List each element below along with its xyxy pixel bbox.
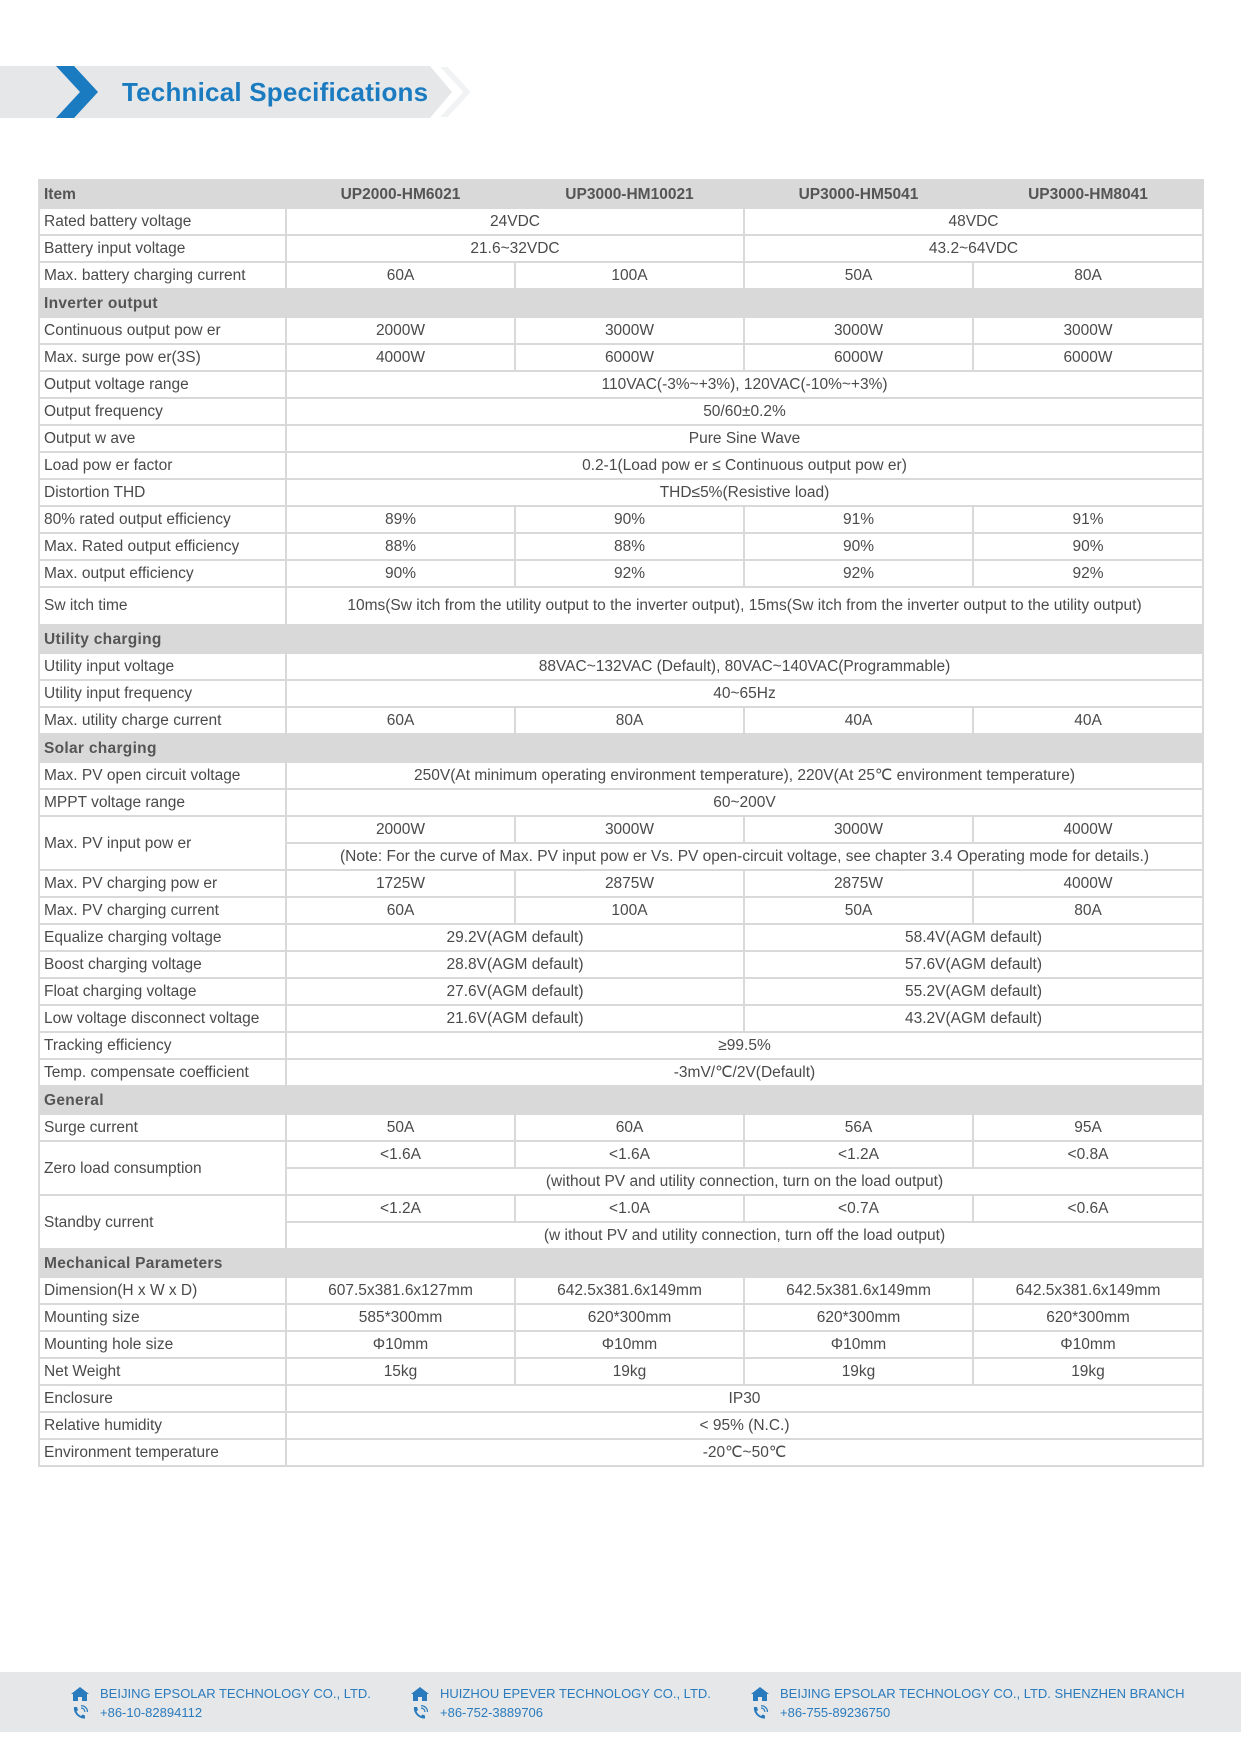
chevron-outline-icon [438, 66, 478, 118]
table-row [39, 1277, 1203, 1304]
row-label: 80% rated output efficiency [39, 506, 286, 533]
table-row [39, 1385, 1203, 1412]
row-value: 250V(At minimum operating environment temperature), 220V(At 25℃ environment temperature) [286, 762, 1203, 789]
row-value: 92% [515, 560, 744, 587]
table-row [39, 1114, 1203, 1141]
row-value-48v: 55.2V(AGM default) [744, 978, 1203, 1005]
row-label: Distortion THD [39, 479, 286, 506]
table-row [39, 1005, 1203, 1032]
page-title: Technical Specifications [122, 77, 429, 107]
row-value: 3000W [515, 317, 744, 344]
row-value: 642.5x381.6x149mm [515, 1277, 744, 1304]
row-value: 95A [973, 1114, 1203, 1141]
table-row [39, 870, 1203, 897]
row-value: <1.2A [286, 1195, 515, 1222]
row-value: Φ10mm [286, 1331, 515, 1358]
phone-icon [750, 1705, 770, 1721]
row-value: -20℃~50℃ [286, 1439, 1203, 1466]
row-label: Output voltage range [39, 371, 286, 398]
table-row [39, 1358, 1203, 1385]
row-value-24v: 21.6~32VDC [286, 235, 744, 262]
row-value: 50A [744, 262, 973, 289]
row-label: Tracking efficiency [39, 1032, 286, 1059]
row-value: IP30 [286, 1385, 1203, 1412]
row-value: Φ10mm [515, 1331, 744, 1358]
row-value: 19kg [973, 1358, 1203, 1385]
row-value: 40A [744, 707, 973, 734]
section-title: Solar charging [39, 734, 1203, 762]
row-note: (without PV and utility connection, turn on the load output) [286, 1168, 1203, 1195]
table-row [39, 533, 1203, 560]
table-row [39, 951, 1203, 978]
section-title: General [39, 1086, 1203, 1114]
table-section-header [39, 1249, 1203, 1277]
row-value: 3000W [515, 816, 744, 843]
table-row [39, 425, 1203, 452]
row-value: Φ10mm [973, 1331, 1203, 1358]
row-value: THD≤5%(Resistive load) [286, 479, 1203, 506]
row-value: <0.6A [973, 1195, 1203, 1222]
row-value: 2875W [744, 870, 973, 897]
table-row [39, 816, 1203, 843]
row-value: 50/60±0.2% [286, 398, 1203, 425]
row-label: Dimension(H x W x D) [39, 1277, 286, 1304]
table-row [39, 1331, 1203, 1358]
row-value: 60A [286, 897, 515, 924]
row-label: Low voltage disconnect voltage [39, 1005, 286, 1032]
home-icon [410, 1686, 430, 1702]
row-value-48v: 57.6V(AGM default) [744, 951, 1203, 978]
row-label: Utility input frequency [39, 680, 286, 707]
table-row [39, 235, 1203, 262]
row-value: 50A [286, 1114, 515, 1141]
row-value: 90% [744, 533, 973, 560]
table-row [39, 344, 1203, 371]
table-row [39, 978, 1203, 1005]
footer-contact [750, 1684, 1185, 1722]
table-row [39, 1439, 1203, 1466]
row-value: 56A [744, 1114, 973, 1141]
section-title: Inverter output [39, 289, 1203, 317]
table-row [39, 317, 1203, 344]
footer-company: BEIJING EPSOLAR TECHNOLOGY CO., LTD. [100, 1686, 371, 1701]
row-label: MPPT voltage range [39, 789, 286, 816]
row-value: 110VAC(-3%~+3%), 120VAC(-10%~+3%) [286, 371, 1203, 398]
row-value: 90% [515, 506, 744, 533]
row-label: Boost charging voltage [39, 951, 286, 978]
table-row [39, 398, 1203, 425]
row-value: 6000W [515, 344, 744, 371]
row-value-48v: 43.2~64VDC [744, 235, 1203, 262]
row-value: 2000W [286, 816, 515, 843]
row-value: Φ10mm [744, 1331, 973, 1358]
table-row [39, 560, 1203, 587]
spec-table [38, 179, 1204, 1467]
footer [0, 1672, 1241, 1732]
row-value: < 95% (N.C.) [286, 1412, 1203, 1439]
phone-icon [70, 1705, 90, 1721]
row-value: <1.0A [515, 1195, 744, 1222]
table-row [39, 208, 1203, 235]
table-row [39, 1304, 1203, 1331]
row-value: 620*300mm [973, 1304, 1203, 1331]
row-label: Equalize charging voltage [39, 924, 286, 951]
row-label: Net Weight [39, 1358, 286, 1385]
section-title: Utility charging [39, 625, 1203, 653]
row-note: (Note: For the curve of Max. PV input pow er Vs. PV open-circuit voltage, see chapter 3.4 Operating mode for details.) [286, 843, 1203, 870]
table-row [39, 924, 1203, 951]
table-row [39, 1059, 1203, 1086]
phone-icon [410, 1705, 430, 1721]
table-row [39, 1032, 1203, 1059]
table-row [39, 452, 1203, 479]
row-value: 620*300mm [744, 1304, 973, 1331]
row-label: Standby current [39, 1195, 286, 1249]
row-value: ≥99.5% [286, 1032, 1203, 1059]
row-value: <1.6A [515, 1141, 744, 1168]
table-row [39, 789, 1203, 816]
table-row [39, 1412, 1203, 1439]
row-value: 90% [286, 560, 515, 587]
row-value: 92% [744, 560, 973, 587]
row-value: 88VAC~132VAC (Default), 80VAC~140VAC(Programmable) [286, 653, 1203, 680]
column-header-model: UP2000-HM6021 [286, 180, 515, 208]
row-value-48v: 58.4V(AGM default) [744, 924, 1203, 951]
home-icon [70, 1686, 90, 1702]
row-label: Max. PV input pow er [39, 816, 286, 870]
row-value: 3000W [973, 317, 1203, 344]
row-value: 15kg [286, 1358, 515, 1385]
row-value: 40A [973, 707, 1203, 734]
row-label: Mounting size [39, 1304, 286, 1331]
row-value: 10ms(Sw itch from the utility output to the inverter output), 15ms(Sw itch from the inverter output to the utility output) [286, 587, 1203, 625]
row-value-24v: 27.6V(AGM default) [286, 978, 744, 1005]
row-value: 40~65Hz [286, 680, 1203, 707]
row-label: Max. surge pow er(3S) [39, 344, 286, 371]
column-header-model: UP3000-HM8041 [973, 180, 1203, 208]
row-value: 91% [744, 506, 973, 533]
table-row [39, 707, 1203, 734]
table-row [39, 653, 1203, 680]
row-value: 642.5x381.6x149mm [744, 1277, 973, 1304]
column-header-model: UP3000-HM5041 [744, 180, 973, 208]
row-label: Max. output efficiency [39, 560, 286, 587]
row-value: 80A [973, 262, 1203, 289]
row-value: 2875W [515, 870, 744, 897]
row-value: 60A [286, 262, 515, 289]
table-row [39, 1141, 1203, 1168]
row-value: 88% [286, 533, 515, 560]
row-value: 6000W [744, 344, 973, 371]
row-label: Relative humidity [39, 1412, 286, 1439]
table-row [39, 587, 1203, 625]
row-value-24v: 28.8V(AGM default) [286, 951, 744, 978]
row-value: 80A [973, 897, 1203, 924]
row-label: Enclosure [39, 1385, 286, 1412]
column-header-item: Item [39, 180, 286, 208]
row-label: Utility input voltage [39, 653, 286, 680]
row-value: 80A [515, 707, 744, 734]
row-value: 2000W [286, 317, 515, 344]
home-icon [750, 1686, 770, 1702]
row-value: 19kg [515, 1358, 744, 1385]
table-row [39, 479, 1203, 506]
row-value: 19kg [744, 1358, 973, 1385]
row-value-48v: 48VDC [744, 208, 1203, 235]
row-value: 4000W [286, 344, 515, 371]
row-value: 60A [515, 1114, 744, 1141]
row-value: 620*300mm [515, 1304, 744, 1331]
row-value: 100A [515, 897, 744, 924]
footer-company: BEIJING EPSOLAR TECHNOLOGY CO., LTD. SHENZHEN BRANCH [780, 1686, 1185, 1701]
row-value: 100A [515, 262, 744, 289]
row-value: 6000W [973, 344, 1203, 371]
row-label: Output w ave [39, 425, 286, 452]
table-row [39, 897, 1203, 924]
row-label: Zero load consumption [39, 1141, 286, 1195]
row-label: Max. utility charge current [39, 707, 286, 734]
row-value: 3000W [744, 317, 973, 344]
column-header-model: UP3000-HM10021 [515, 180, 744, 208]
table-row [39, 680, 1203, 707]
row-value: 642.5x381.6x149mm [973, 1277, 1203, 1304]
section-banner [0, 66, 470, 118]
footer-contact [410, 1684, 711, 1722]
row-label: Continuous output pow er [39, 317, 286, 344]
row-value: 4000W [973, 870, 1203, 897]
table-section-header [39, 1086, 1203, 1114]
footer-phone: +86-10-82894112 [100, 1705, 203, 1720]
table-row [39, 506, 1203, 533]
row-label: Max. PV charging pow er [39, 870, 286, 897]
row-value: 607.5x381.6x127mm [286, 1277, 515, 1304]
row-label: Max. Rated output efficiency [39, 533, 286, 560]
footer-contact [70, 1684, 371, 1722]
row-value: 60~200V [286, 789, 1203, 816]
row-value: Pure Sine Wave [286, 425, 1203, 452]
row-value: <0.8A [973, 1141, 1203, 1168]
table-row [39, 762, 1203, 789]
row-value: 90% [973, 533, 1203, 560]
row-label: Temp. compensate coefficient [39, 1059, 286, 1086]
row-value: <1.2A [744, 1141, 973, 1168]
table-section-header [39, 734, 1203, 762]
row-value: 88% [515, 533, 744, 560]
row-label: Battery input voltage [39, 235, 286, 262]
row-value: -3mV/℃/2V(Default) [286, 1059, 1203, 1086]
row-label: Load pow er factor [39, 452, 286, 479]
row-value: 3000W [744, 816, 973, 843]
row-value: 585*300mm [286, 1304, 515, 1331]
row-label: Max. battery charging current [39, 262, 286, 289]
row-value: <0.7A [744, 1195, 973, 1222]
row-value: 89% [286, 506, 515, 533]
table-row [39, 371, 1203, 398]
row-label: Float charging voltage [39, 978, 286, 1005]
row-value: 91% [973, 506, 1203, 533]
table-section-header [39, 289, 1203, 317]
row-label: Sw itch time [39, 587, 286, 625]
row-note: (w ithout PV and utility connection, turn off the load output) [286, 1222, 1203, 1249]
footer-company: HUIZHOU EPEVER TECHNOLOGY CO., LTD. [440, 1686, 711, 1701]
row-value: <1.6A [286, 1141, 515, 1168]
row-value-48v: 43.2V(AGM default) [744, 1005, 1203, 1032]
footer-phone: +86-752-3889706 [440, 1705, 544, 1720]
section-title: Mechanical Parameters [39, 1249, 1203, 1277]
row-label: Surge current [39, 1114, 286, 1141]
row-value-24v: 29.2V(AGM default) [286, 924, 744, 951]
row-label: Max. PV open circuit voltage [39, 762, 286, 789]
table-section-header [39, 625, 1203, 653]
row-label: Environment temperature [39, 1439, 286, 1466]
row-value: 4000W [973, 816, 1203, 843]
chevron-right-icon [56, 66, 102, 118]
row-label: Max. PV charging current [39, 897, 286, 924]
row-value: 60A [286, 707, 515, 734]
table-row [39, 262, 1203, 289]
row-label: Mounting hole size [39, 1331, 286, 1358]
footer-phone: +86-755-89236750 [780, 1705, 891, 1720]
row-value-24v: 21.6V(AGM default) [286, 1005, 744, 1032]
table-header-row [39, 180, 1203, 208]
row-value: 50A [744, 897, 973, 924]
row-value: 92% [973, 560, 1203, 587]
table-row [39, 1195, 1203, 1222]
row-value-24v: 24VDC [286, 208, 744, 235]
row-value: 1725W [286, 870, 515, 897]
row-label: Rated battery voltage [39, 208, 286, 235]
row-value: 0.2-1(Load pow er ≤ Continuous output pow er) [286, 452, 1203, 479]
row-label: Output frequency [39, 398, 286, 425]
